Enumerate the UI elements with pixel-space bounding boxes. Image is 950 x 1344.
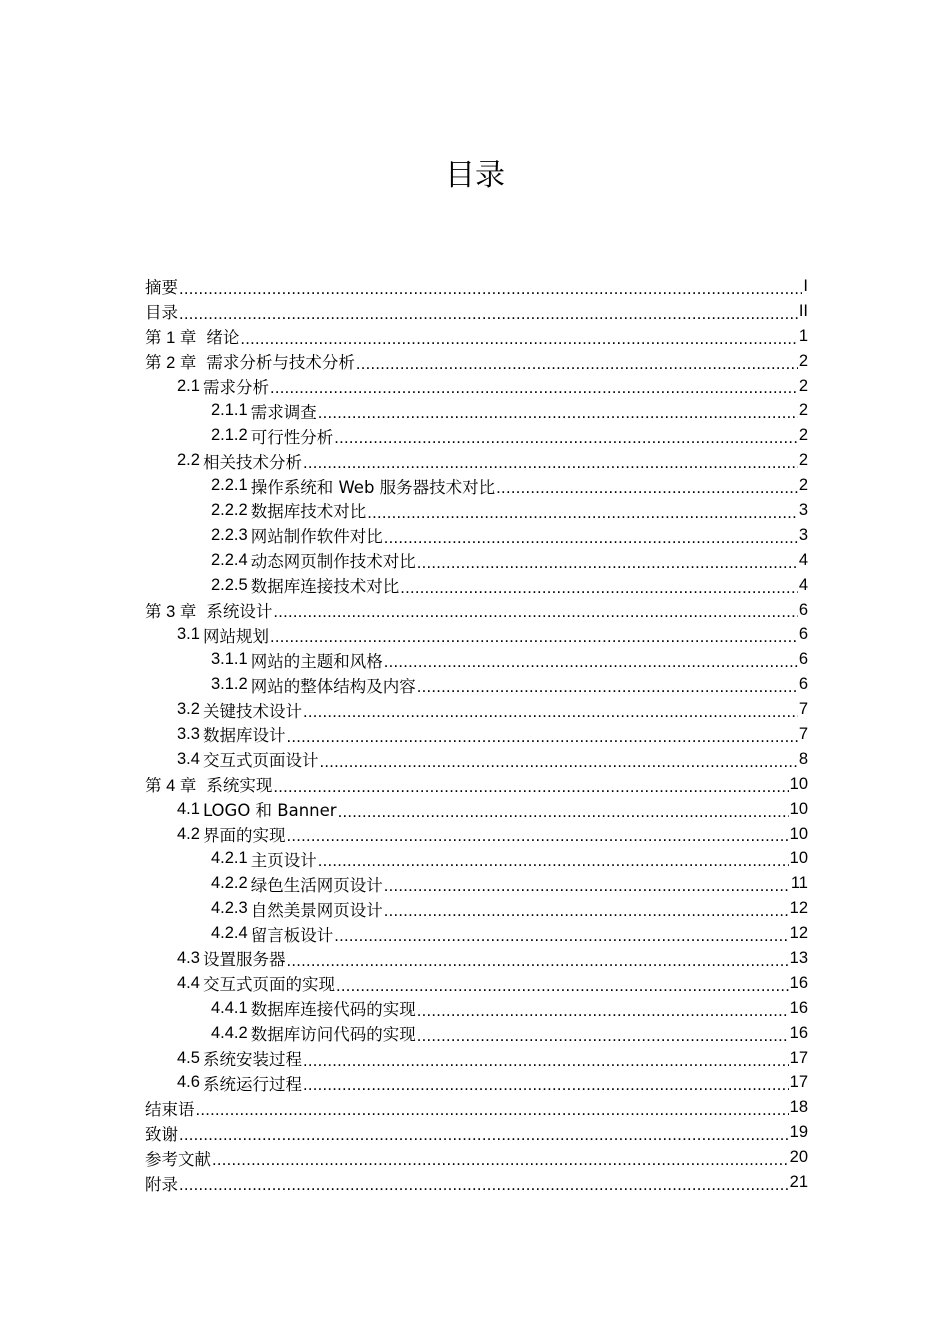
toc-entry-label: 目录 — [145, 303, 178, 323]
toc-entry-page-number: 10 — [789, 824, 808, 843]
toc-entry-page-number: 6 — [798, 625, 808, 644]
toc-entry[interactable] — [145, 349, 808, 374]
toc-entry[interactable] — [145, 747, 808, 772]
dot-leader — [286, 728, 797, 747]
toc-entry-label: 绪论 — [206, 328, 240, 348]
toc-entry-page-number: 12 — [789, 899, 808, 918]
dot-leader — [286, 827, 788, 846]
toc-entry-page-number: 10 — [789, 774, 808, 793]
toc-entry-page-number: 21 — [789, 1173, 808, 1191]
toc-entry-page-number: 16 — [789, 973, 808, 992]
toc-entry-number: 4.1 — [177, 799, 200, 818]
toc-entry-label: 动态网页制作技术对比 — [250, 552, 416, 572]
toc-entry[interactable] — [145, 1046, 808, 1071]
toc-entry[interactable] — [145, 921, 808, 946]
toc-entry-label: 参考文献 — [145, 1149, 211, 1169]
toc-entry-page-number: 4 — [798, 575, 808, 594]
toc-entry-page-number: 2 — [798, 476, 808, 495]
toc-entry[interactable] — [145, 423, 808, 448]
toc-entry[interactable] — [145, 324, 808, 349]
toc-entry-label: 数据库连接技术对比 — [250, 577, 400, 597]
dot-leader — [286, 952, 788, 971]
toc-entry[interactable] — [145, 523, 808, 548]
toc-entry-label: 关键技术设计 — [202, 701, 302, 721]
toc-entry-label: 数据库连接代码的实现 — [250, 1000, 416, 1020]
toc-entry-page-number: 19 — [789, 1123, 808, 1142]
toc-entry-number: 4.2.4 — [211, 924, 248, 943]
toc-entry[interactable] — [145, 797, 808, 822]
toc-entry-page-number: 2 — [798, 426, 808, 445]
toc-entry-label: 数据库访问代码的实现 — [250, 1025, 416, 1045]
toc-entry-number: 第 1 章 — [145, 329, 197, 348]
dot-leader — [384, 653, 798, 672]
toc-entry-label: 需求分析 — [202, 378, 269, 397]
toc-entry[interactable] — [145, 697, 808, 722]
dot-leader — [417, 678, 798, 697]
toc-entry-label: 结束语 — [145, 1099, 195, 1119]
toc-entry-number: 2.1.1 — [211, 401, 248, 420]
toc-entry-number: 4.4.2 — [211, 1023, 248, 1042]
toc-entry-number: 3.3 — [177, 724, 200, 743]
dot-leader — [338, 803, 789, 822]
toc-entry-number: 2.1 — [177, 376, 200, 395]
toc-entry-number: 2.2.3 — [211, 525, 248, 544]
toc-entry-number: 第 3 章 — [145, 603, 197, 622]
toc-entry-label: 网站规划 — [202, 626, 269, 646]
toc-entry-number: 2.2.2 — [211, 500, 248, 519]
dot-leader — [417, 554, 798, 573]
toc-entry-label: 网站的整体结构及内容 — [250, 676, 416, 696]
toc-entry-number: 3.1.2 — [211, 675, 248, 694]
toc-entry-label: 可行性分析 — [250, 427, 334, 447]
toc-entry-page-number: 1 — [798, 326, 808, 345]
toc-entry-label: 相关技术分析 — [202, 452, 302, 472]
toc-entry[interactable] — [145, 473, 808, 498]
dot-leader — [303, 1076, 789, 1095]
dot-leader — [273, 778, 788, 797]
toc-entry[interactable] — [145, 971, 808, 996]
toc-entry-label: 数据库技术对比 — [250, 502, 367, 522]
toc-entry-number: 第 4 章 — [145, 777, 197, 796]
dot-leader — [270, 628, 798, 647]
dot-leader — [179, 1126, 789, 1145]
toc-entry-label: 需求调查 — [250, 402, 317, 422]
toc-entry-number: 2.2.5 — [211, 575, 248, 594]
toc-entry-label: 绿色生活网页设计 — [250, 875, 383, 895]
toc-entry[interactable] — [145, 1120, 808, 1145]
toc-entry-label: 交互式页面设计 — [202, 751, 319, 771]
toc-entry-number: 4.2.3 — [211, 899, 248, 918]
toc-entry-label: 需求分析与技术分析 — [206, 353, 355, 373]
dot-leader — [334, 927, 788, 946]
page-title: 目录 — [445, 158, 505, 193]
toc-entry[interactable] — [145, 822, 808, 847]
toc-entry-number: 2.2 — [177, 451, 200, 470]
toc-entry[interactable] — [145, 896, 808, 921]
toc-entry-page-number: I — [803, 276, 808, 295]
toc-entry-page-number: 20 — [789, 1148, 808, 1167]
dot-leader — [303, 454, 798, 473]
toc-entry[interactable] — [145, 1095, 808, 1120]
toc-entry-page-number: 6 — [798, 600, 808, 619]
toc-entry[interactable] — [145, 598, 808, 623]
toc-entry[interactable] — [145, 573, 808, 598]
toc-entry[interactable] — [145, 1145, 808, 1170]
toc-entry-number: 3.2 — [177, 700, 200, 719]
toc-entry[interactable] — [145, 1170, 808, 1195]
toc-entry-number: 4.4 — [177, 973, 200, 992]
toc-entry-page-number: 13 — [789, 948, 808, 967]
toc-entry-page-number: 7 — [798, 700, 808, 719]
toc-entry-number: 3.1.1 — [211, 650, 248, 669]
toc-entry[interactable] — [145, 722, 808, 747]
toc-entry-number: 4.5 — [177, 1048, 200, 1067]
toc-entry-page-number: 7 — [798, 724, 808, 743]
dot-leader — [319, 753, 797, 772]
toc-entry-label: 系统安装过程 — [202, 1050, 302, 1070]
toc-entry[interactable] — [145, 1021, 808, 1046]
toc-entry-number: 2.1.2 — [211, 426, 248, 445]
toc-entry[interactable] — [145, 996, 808, 1021]
toc-entry-number: 4.2.2 — [211, 874, 248, 893]
dot-leader — [367, 504, 798, 523]
toc-entry-label: 数据库设计 — [202, 726, 286, 746]
toc-entry-page-number: 18 — [789, 1098, 808, 1117]
dot-leader — [179, 1176, 789, 1195]
toc-entry-label: 留言板设计 — [250, 925, 334, 945]
toc-entry-page-number: 3 — [798, 525, 808, 544]
toc-entry-page-number: 2 — [798, 376, 808, 395]
dot-leader — [356, 355, 798, 374]
toc-entry-page-number: 6 — [798, 650, 808, 669]
toc-entry[interactable] — [145, 871, 808, 896]
toc-entry-number: 3.1 — [177, 625, 200, 644]
dot-leader — [270, 379, 798, 398]
toc-entry-label: 网站制作软件对比 — [250, 527, 383, 547]
toc-entry-page-number: 17 — [789, 1048, 808, 1067]
toc-entry-number: 2.2.1 — [211, 476, 248, 495]
toc-entry[interactable] — [145, 772, 808, 797]
dot-leader — [496, 479, 798, 498]
toc-entry-label: 自然美景网页设计 — [250, 900, 383, 920]
toc-entry-page-number: 10 — [789, 799, 808, 818]
toc-entry-label: 附录 — [145, 1174, 178, 1194]
toc-entry-page-number: 17 — [789, 1073, 808, 1092]
toc-entry-number: 4.4.1 — [211, 998, 248, 1017]
table-of-contents — [145, 274, 808, 1195]
toc-entry-page-number: 10 — [789, 849, 808, 868]
toc-entry-label: 摘要 — [145, 278, 178, 298]
dot-leader — [400, 579, 798, 598]
dot-leader — [384, 877, 790, 896]
toc-entry[interactable] — [145, 548, 808, 573]
dot-leader — [384, 529, 798, 548]
dot-leader — [196, 1101, 789, 1120]
toc-entry-number: 2.2.4 — [211, 550, 248, 569]
toc-entry-page-number: 16 — [789, 998, 808, 1017]
toc-entry-label: 操作系统和 Web 服务器技术对比 — [250, 477, 496, 497]
dot-leader — [318, 852, 789, 871]
toc-entry-number: 4.2 — [177, 824, 200, 843]
toc-entry-page-number: 11 — [790, 874, 808, 893]
toc-entry-number: 4.2.1 — [211, 849, 248, 868]
toc-entry-page-number: 3 — [798, 500, 808, 519]
dot-leader — [417, 1002, 789, 1021]
toc-entry[interactable] — [145, 498, 808, 523]
toc-entry-label: 设置服务器 — [202, 950, 286, 970]
dot-leader — [303, 703, 798, 722]
toc-entry-number: 3.4 — [177, 749, 200, 768]
toc-entry-label: LOGO 和 Banner — [202, 801, 337, 821]
dot-leader — [273, 603, 797, 622]
dot-leader — [417, 1027, 789, 1046]
toc-entry-page-number: 6 — [798, 675, 808, 694]
toc-entry-page-number: 16 — [789, 1023, 808, 1042]
dot-leader — [318, 404, 798, 423]
dot-leader — [212, 1151, 789, 1170]
dot-leader — [334, 429, 798, 448]
toc-entry-number: 4.6 — [177, 1073, 200, 1092]
toc-entry-label: 主页设计 — [250, 850, 317, 870]
dot-leader — [336, 977, 789, 996]
dot-leader — [240, 330, 797, 349]
toc-entry-page-number: 2 — [798, 401, 808, 420]
toc-entry[interactable] — [145, 647, 808, 672]
toc-entry-number: 4.3 — [177, 948, 200, 967]
toc-entry[interactable] — [145, 398, 808, 423]
toc-entry-page-number: 2 — [798, 451, 808, 470]
toc-entry[interactable] — [145, 946, 808, 971]
toc-entry-label: 交互式页面的实现 — [202, 975, 335, 995]
toc-entry-label: 系统运行过程 — [202, 1074, 302, 1094]
toc-entry[interactable] — [145, 622, 808, 647]
dot-leader — [303, 1052, 789, 1071]
toc-entry[interactable] — [145, 374, 808, 399]
toc-entry-page-number: 8 — [798, 749, 808, 768]
toc-entry-page-number: 12 — [789, 924, 808, 943]
toc-entry-label: 致谢 — [145, 1124, 178, 1144]
toc-entry[interactable] — [145, 1071, 808, 1096]
toc-entry[interactable] — [145, 448, 808, 473]
toc-entry[interactable] — [145, 846, 808, 871]
dot-leader — [179, 305, 798, 324]
toc-entry-page-number: 4 — [798, 550, 808, 569]
toc-entry-label: 界面的实现 — [202, 826, 286, 846]
dot-leader — [179, 280, 802, 299]
toc-entry-page-number: II — [798, 301, 808, 320]
toc-entry-label: 网站的主题和风格 — [250, 651, 383, 671]
toc-entry-label: 系统设计 — [206, 602, 273, 622]
toc-entry-number: 第 2 章 — [145, 354, 197, 373]
toc-entry[interactable] — [145, 274, 808, 299]
toc-entry[interactable] — [145, 299, 808, 324]
dot-leader — [384, 902, 789, 921]
toc-entry[interactable] — [145, 672, 808, 697]
toc-entry-page-number: 2 — [798, 351, 808, 370]
toc-entry-label: 系统实现 — [206, 776, 273, 796]
